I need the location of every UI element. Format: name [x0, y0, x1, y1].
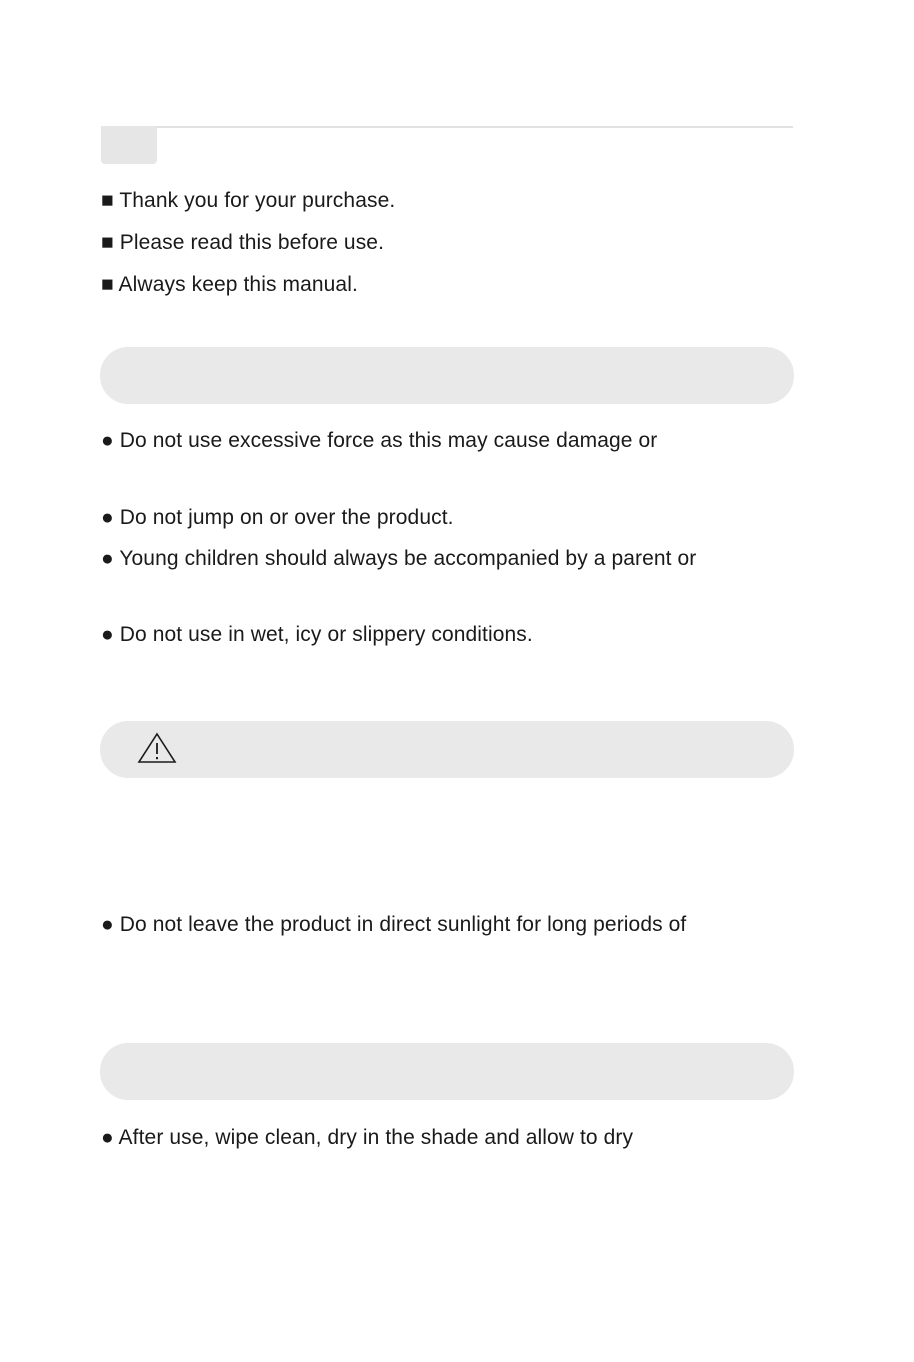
section-header-bar-1 [100, 347, 794, 404]
safety-item-children-supervision: ● Young children should always be accompanied by a parent or [101, 547, 697, 570]
care-item-wipe-clean: ● After use, wipe clean, dry in the shade and allow to dry [101, 1126, 634, 1149]
top-rule [101, 126, 793, 128]
intro-item-read-before-use: ■ Please read this before use. [101, 231, 385, 254]
safety-item-no-jumping: ● Do not jump on or over the product. [101, 506, 454, 529]
intro-item-thank-you: ■ Thank you for your purchase. [101, 189, 396, 212]
safety-item-excessive-force: ● Do not use excessive force as this may cause damage or [101, 429, 658, 452]
warning-triangle-icon [136, 732, 178, 764]
warning-header-bar [100, 721, 794, 778]
warning-item-direct-sunlight: ● Do not leave the product in direct sunlight for long periods of [101, 913, 687, 936]
safety-item-wet-conditions: ● Do not use in wet, icy or slippery conditions. [101, 623, 533, 646]
section-tab-box [101, 126, 157, 164]
intro-item-keep-manual: ■ Always keep this manual. [101, 273, 358, 296]
section-header-bar-care [100, 1043, 794, 1100]
